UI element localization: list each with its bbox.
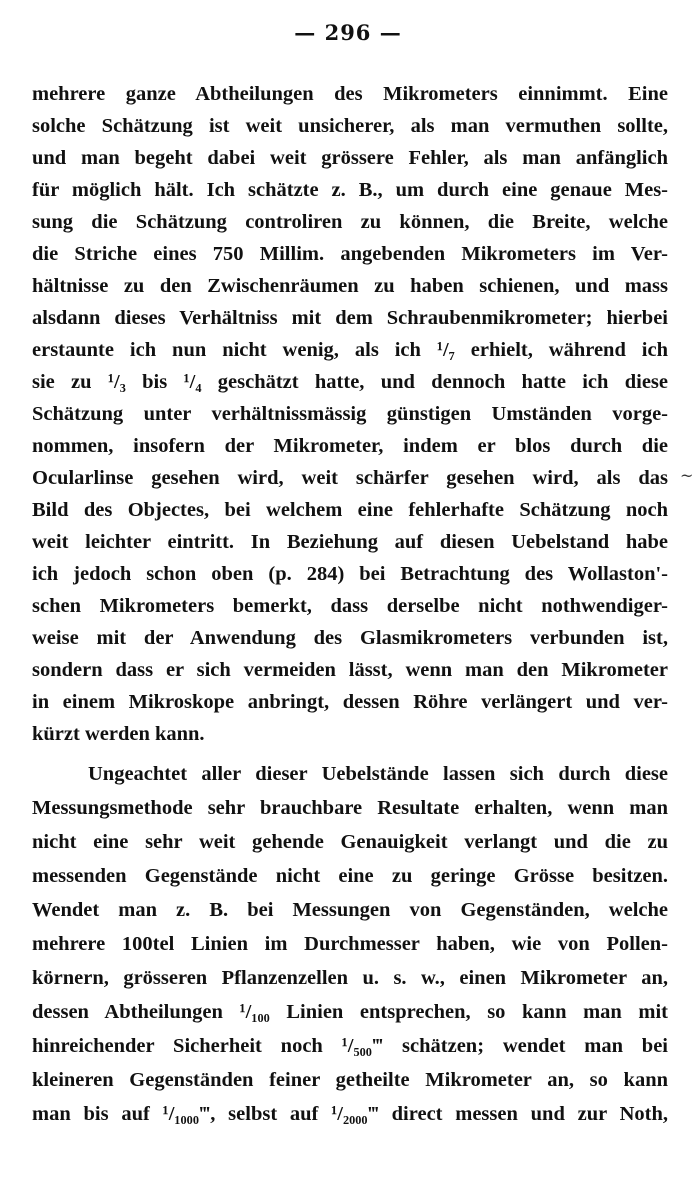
text-line: alsdann dieses Verhältniss mit dem Schraubenmikrometer; hierbei xyxy=(32,307,668,329)
text-line: hinreichender Sicherheit noch ¹/₅₀₀‴ schätzen; wendet man bei xyxy=(32,1035,668,1057)
text-line: solche Schätzung ist weit unsicherer, als man vermuthen sollte, xyxy=(32,115,668,137)
text-line: für möglich hält. Ich schätzte z. B., um durch eine genaue Mes- xyxy=(32,179,668,201)
text-line: Messungsmethode sehr brauchbare Resultate erhalten, wenn man xyxy=(32,797,668,819)
text-line: nommen, insofern der Mikrometer, indem er blos durch die xyxy=(32,435,668,457)
text-line: weit leichter eintritt. In Beziehung auf diesen Uebelstand habe xyxy=(32,531,668,553)
text-line: sondern dass er sich vermeiden lässt, wenn man den Mikrometer xyxy=(32,659,668,681)
text-line: schen Mikrometers bemerkt, dass derselbe nicht nothwendiger- xyxy=(32,595,668,617)
text-line: messenden Gegenstände nicht eine zu geringe Grösse besitzen. xyxy=(32,865,668,887)
text-line: erstaunte ich nun nicht wenig, als ich ¹/₇ erhielt, während ich xyxy=(32,339,668,361)
text-line: sung die Schätzung controliren zu können, die Breite, welche xyxy=(32,211,668,233)
text-line: und man begeht dabei weit grössere Fehler, als man anfänglich xyxy=(32,147,668,169)
page-number: — 296 — xyxy=(294,20,402,45)
margin-mark: ~ xyxy=(680,466,694,485)
text-line: Ocularlinse gesehen wird, weit schärfer gesehen wird, als das xyxy=(32,467,668,489)
text-line: die Striche eines 750 Millim. angebenden Mikrometers im Ver- xyxy=(32,243,668,265)
text-line: sie zu ¹/₃ bis ¹/₄ geschätzt hatte, und dennoch hatte ich diese xyxy=(32,371,668,393)
text-line: weise mit der Anwendung des Glasmikrometers verbunden ist, xyxy=(32,627,668,649)
text-line: Bild des Objectes, bei welchem eine fehlerhafte Schätzung noch xyxy=(32,499,668,521)
text-line: Schätzung unter verhältnissmässig günstigen Umständen vorge- xyxy=(32,403,668,425)
text-line: ich jedoch schon oben (p. 284) bei Betrachtung des Wollaston'- xyxy=(32,563,668,585)
text-line: körnern, grösseren Pflanzenzellen u. s. w., einen Mikrometer an, xyxy=(32,967,668,989)
text-line: nicht eine sehr weit gehende Genauigkeit verlangt und die zu xyxy=(32,831,668,853)
text-line: mehrere ganze Abtheilungen des Mikrometers einnimmt. Eine xyxy=(32,83,668,105)
paragraph-start-line: Ungeachtet aller dieser Uebelstände lassen sich durch diese xyxy=(88,763,668,785)
text-line: mehrere 100tel Linien im Durchmesser haben, wie von Pollen- xyxy=(32,933,668,955)
text-line: kürzt werden kann. xyxy=(32,723,205,745)
text-line: Wendet man z. B. bei Messungen von Gegenständen, welche xyxy=(32,899,668,921)
text-line: in einem Mikroskope anbringt, dessen Röhre verlängert und ver- xyxy=(32,691,668,713)
text-line: hältnisse zu den Zwischenräumen zu haben schienen, und mass xyxy=(32,275,668,297)
text-line: dessen Abtheilungen ¹/₁₀₀ Linien entsprechen, so kann man mit xyxy=(32,1001,668,1023)
text-line: man bis auf ¹/₁₀₀₀‴, selbst auf ¹/₂₀₀₀‴ direct messen und zur Noth, xyxy=(32,1103,668,1125)
text-line: kleineren Gegenständen feiner getheilte Mikrometer an, so kann xyxy=(32,1069,668,1091)
